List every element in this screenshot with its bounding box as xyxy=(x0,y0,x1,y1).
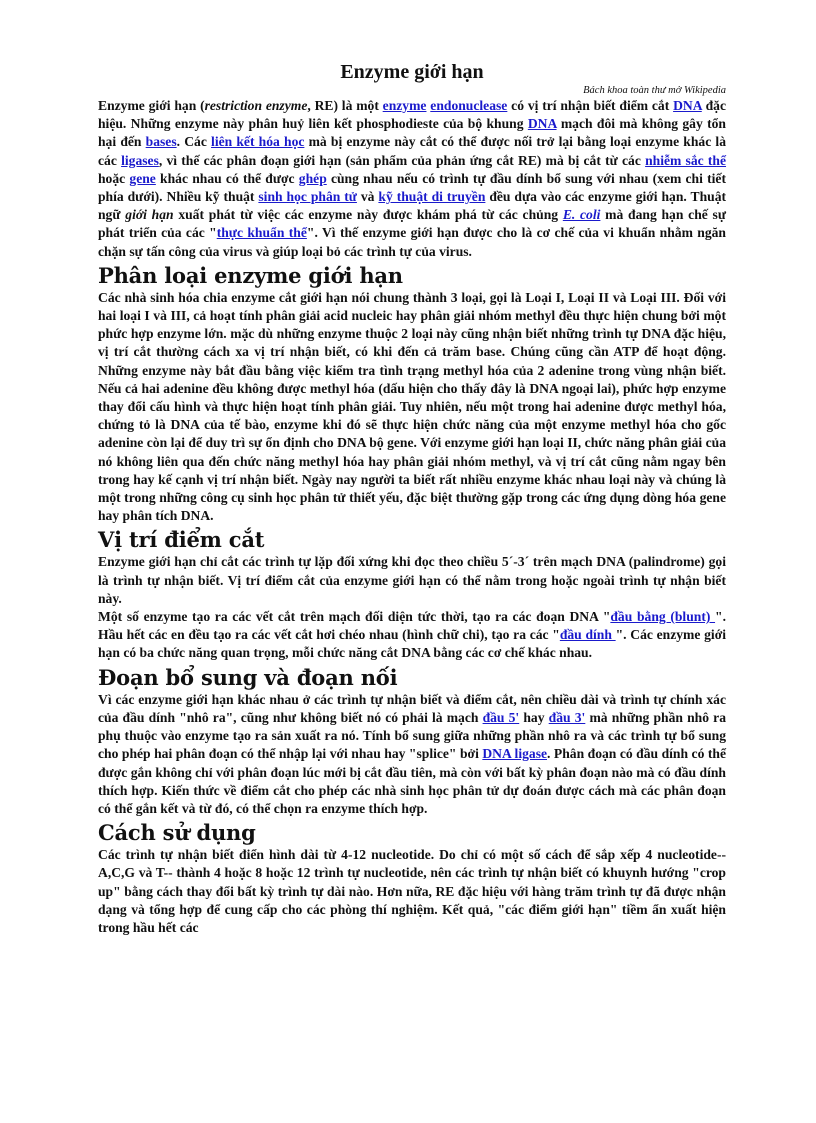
term-gioi-han: giới hạn xyxy=(125,207,174,223)
link-genetic-engineering[interactable]: kỹ thuật di truyền xyxy=(378,189,486,205)
heading-cut-site: Vị trí điểm cắt xyxy=(98,527,265,553)
page-title: Enzyme giới hạn xyxy=(340,61,484,83)
link-molecular-biology[interactable]: sinh học phân tử xyxy=(258,189,357,205)
link-chemical-bond[interactable]: liên kết hóa học xyxy=(211,134,305,150)
link-chromosome[interactable]: nhiễm sắc thể xyxy=(645,152,727,168)
link-enzyme[interactable]: enzyme xyxy=(382,98,427,113)
link-endonuclease[interactable]: endonuclease xyxy=(430,98,508,113)
link-bases[interactable]: bases xyxy=(145,134,177,150)
classification-paragraph: Các nhà sinh hóa chia enzyme cắt giới hạn nói chung thành 3 loại, gọi là Loại I, Loại II và Loại III. Đối với hai loại I và III, cả hoạt tính phân giải acid nucleic hay phân giải nhóm methyl đều thực hiện chung bởi một phức hợp enzyme lớn. mặc dù những enzyme thuộc 2 loại này cũng nhận biết những trình tự DNA đặc hiệu, vị trí cắt thường cách xa vị trí nhận biết, có khi đến cả trăm base. Chúng cũng cần ATP để hoạt động. Những enzyme này bắt đầu bằng việc kiểm tra tình trạng methyl hóa của 2 adenine trong vùng nhận biết. Nếu cả hai adenine đều không được methyl hóa (dấu hiện cho thấy đây là DNA ngoại lai), phức hợp enzyme thay đổi cấu hình và thực hiện hoạt tính phân giải. Tuy nhiên, nếu một trong hai adenine được methyl hóa, chứng tỏ là DNA của tế bào, enzyme khi đó sẽ thực hiện chức năng của một enzyme methyl hóa cho gốc adenine còn lại để duy trì sự ổn định cho DNA bộ gene. Với enzyme giới hạn loại II, chức năng phân giải của nó không liên qua đến chức năng methyl hóa hay phân giải nhóm methyl, và vị trí cắt cũng nằm ngay bên trong hay kế cạnh vị trí nhận biết. Ngày nay người ta biết rất nhiều enzyme khác nhau loại này và chúng là một trong những công cụ sinh học phân tử thiết yếu, đặc biệt thường gặp trong các ứng dụng dòng hóa gene hay phân tích DNA. xyxy=(98,289,726,524)
cut-site-paragraph-1: Enzyme giới hạn chỉ cắt các trình tự lặp đối xứng khi đọc theo chiều 5´-3´ trên mạch DNA (palindrome) gọi là trình tự nhận biết. Vị trí điểm cắt của enzyme giới hạn có thể nằm trong hoặc ngoài trình tự nhận biết này. xyxy=(98,554,726,606)
source-attribution: Bách khoa toàn thư mở Wikipedia xyxy=(583,85,726,96)
link-3-prime-end[interactable]: đầu 3' xyxy=(548,709,586,725)
heading-usage: Cách sử dụng xyxy=(98,820,256,846)
link-dna-ligase[interactable]: DNA ligase xyxy=(482,746,548,762)
link-gene[interactable]: gene xyxy=(129,170,156,186)
usage-paragraph: Các trình tự nhận biết điển hình dài từ 4-12 nucleotide. Do chỉ có một số cách để sắp xếp 4 nucleotide--A,C,G và T-- thành 4 hoặc 8 hoặc 12 trình tự nucleotide, nên các trình tự nhận biết có khuynh hướng "crop up" bằng cách thay đổi bất kỳ trình tự dài nào. Hơn nữa, RE đặc hiệu với hàng trăm trình tự đã được nhận dạng và tổng hợp để cung cấp cho các phòng thí nghiệm. Kết quả, "các điểm giới hạn" tiềm ẩn xuất hiện trong hầu hết các xyxy=(98,847,726,935)
link-splice[interactable]: ghép xyxy=(298,170,327,186)
link-dna[interactable]: DNA xyxy=(527,116,557,132)
link-sticky-end[interactable]: đầu dính xyxy=(559,627,616,643)
intro-paragraph: Enzyme giới hạn (restriction enzyme, RE) là một enzyme endonuclease có vị trí nhận biết điểm cắt DNA đặc hiệu. Những enzyme này phân huỷ liên kết phosphodieste của bộ khung DNA mạch đôi mà không gây tổn hại đến bases. Các liên kết hóa học mà bị enzyme này cắt có thể được nối trở lại bằng loại enzyme khác là các ligases, vì thế các phân đoạn giới hạn (sản phẩm của phản ứng cắt RE) mà bị cắt từ các nhiễm sắc thể hoặc gene khác nhau có thể được ghép cùng nhau nếu có trình tự đầu dính bổ sung với nhau (xem chi tiết phía dưới). Nhiều kỹ thuật sinh học phân tử và kỹ thuật di truyền đều dựa vào các enzyme giới hạn. Thuật ngữ giới hạn xuất phát từ việc các enzyme này được khám phá từ các chủng E. coli mà đang hạn chế sự phát triển của các "thực khuẩn thể". Vì thế enzyme giới hạn được cho là cơ chế của vi khuẩn nhằm ngăn chặn sự tấn công của virus và giúp loại bỏ các trình tự của virus. xyxy=(98,98,727,259)
link-ligases[interactable]: ligases xyxy=(121,152,159,168)
document-page xyxy=(98,58,726,937)
link-blunt-end[interactable]: đầu bằng (blunt) xyxy=(610,609,716,625)
link-ecoli[interactable]: E. coli xyxy=(562,207,601,223)
heading-overhangs: Đoạn bổ sung và đoạn nối xyxy=(98,664,398,690)
overhangs-paragraph: Vì các enzyme giới hạn khác nhau ở các trình tự nhận biết và điểm cắt, nên chiều dài và trình tự chính xác của đầu dính "nhô ra", cũng như không biết nó có phải là mạch đầu 5' hay đầu 3' mà những phần nhô ra phụ thuộc vào enzyme tạo ra sản xuất ra nó. Tính bổ sung giữa những phần nhô ra và các trình tự bổ sung cho phép hai phân đoạn có thể nhập lại với nhau hay "splice" bởi DNA ligase. Phân đoạn có đầu dính có thể được gắn không chỉ với phân đoạn lúc mới bị cắt đầu tiên, mà còn với bất kỳ phân đoạn nào mà có đầu dính thích hợp. Kiến thức về điểm cắt cho phép các nhà sinh học phân tử dự đoán được cách mà các phân đoạn có thể gắn kết và từ đó, có thể chọn ra enzyme thích hợp. xyxy=(98,691,727,816)
heading-classification: Phân loại enzyme giới hạn xyxy=(98,262,403,288)
link-dna[interactable]: DNA xyxy=(673,98,702,113)
link-bacteriophage[interactable]: thực khuẩn thể xyxy=(216,225,307,241)
link-5-prime-end[interactable]: đầu 5' xyxy=(482,709,520,725)
term-restriction-enzyme: restriction enzyme xyxy=(204,98,308,113)
cut-site-paragraph-2: Một số enzyme tạo ra các vết cắt trên mạch đối diện tức thời, tạo ra các đoạn DNA "đầu bằng (blunt) ". Hầu hết các en đều tạo ra các vết cắt hơi chéo nhau (hình chữ chi), tạo ra các "đầu dính ". Các enzyme giới hạn có ba chức năng quan trọng, mỗi chức năng cắt DNA bằng các cơ chế khác nhau. xyxy=(98,609,727,661)
